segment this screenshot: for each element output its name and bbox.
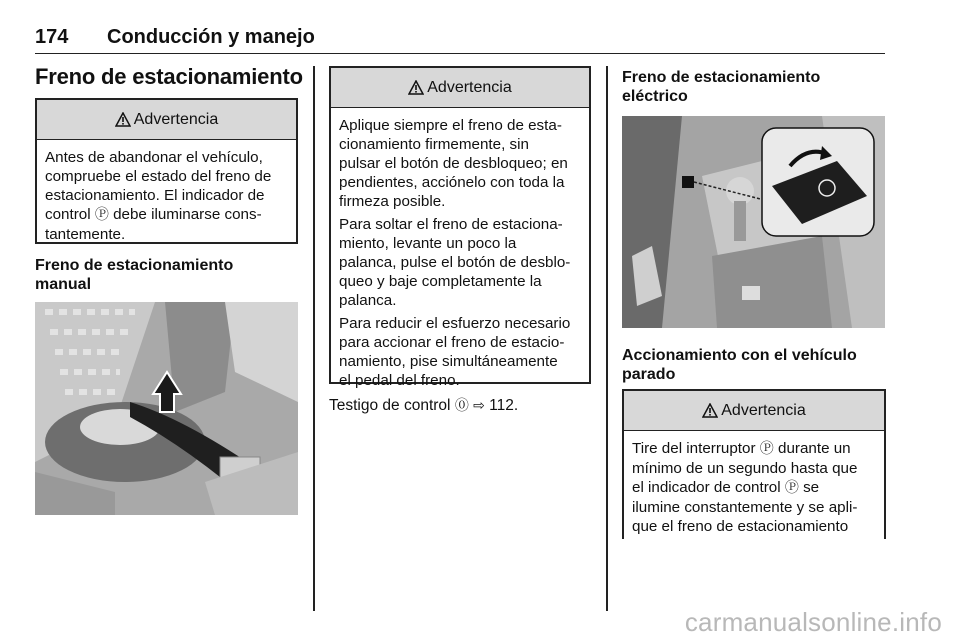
text-line: estacionamiento. El indicador de [45,187,265,204]
warning-text [331,108,589,402]
page-reference-icon[interactable]: ⇨ [473,398,485,414]
testigo-reference: Testigo de control ⓪ ⇨ 112. [329,397,519,414]
text-line: que el freno de estacionamiento [632,518,849,535]
warning-triangle-icon [115,112,131,127]
warning-header [331,68,589,108]
paragraph: Para reducir el esfuerzo necesario para accionar el freno de estacio- namiento, pise simultáneamente el pedal del freno. [339,315,571,389]
manual-parking-brake-photo [35,302,298,515]
warning-header [624,391,884,431]
text-line: compruebe el estado del freno de [45,168,272,185]
warning-triangle-icon [408,80,424,95]
parking-brake-icon: ⓪ [454,398,469,414]
text-line: Antes de abandonar el vehículo, [45,149,263,166]
warning-header [37,100,296,140]
column-divider-1 [313,66,315,611]
electric-brake-illustration [622,116,885,328]
warning-label: Advertencia [427,78,512,96]
warning-box-3 [622,389,886,539]
section-title: Conducción y manejo [107,26,315,48]
text-line: tantemente. [45,226,126,243]
text-line: control Ⓟ debe iluminarse cons- [45,206,262,223]
text-line: el indicador de control Ⓟ se [632,479,820,496]
electric-parking-brake-photo [622,116,885,328]
paragraph: Para soltar el freno de estaciona- miento, levante un poco la palanca, pulse el botón de desblo- queo y baje completamente la palanca. [339,216,571,309]
paragraph: Aplique siempre el freno de esta- cionamiento firmemente, sin pulsar el botón de desbloqueo; en pendientes, acciónelo con toda la firmeza posible. [339,117,568,210]
warning-box-2 [329,66,591,389]
page-number: 174 [35,26,69,48]
warning-text [624,431,884,544]
text-line: Tire del interruptor Ⓟ durante un [632,440,851,457]
heading-electric: Freno de estacionamiento eléctrico [622,69,821,105]
page-title: Freno de estacionamiento [35,64,303,89]
warning-box-1 [35,98,298,244]
warning-label: Advertencia [721,401,806,419]
text-line: mínimo de un segundo hasta que [632,460,858,477]
text-line: ilumine constantemente y se apli- [632,499,858,516]
warning-triangle-icon [702,403,718,418]
page-header [35,24,885,54]
parking-brake-icon: Ⓟ [94,207,109,223]
warning-label: Advertencia [133,110,219,128]
warning-text [37,140,296,252]
column-divider-2 [606,66,608,611]
parking-brake-icon: Ⓟ [759,441,774,457]
watermark: carmanualsonline.info [684,607,942,637]
parking-brake-icon: Ⓟ [784,480,799,496]
parking-brake-illustration [35,302,298,515]
subheading-manual: Freno de estacionamiento manual [35,257,234,293]
subheading-stopped: Accionamiento con el vehículo parado [622,347,857,383]
